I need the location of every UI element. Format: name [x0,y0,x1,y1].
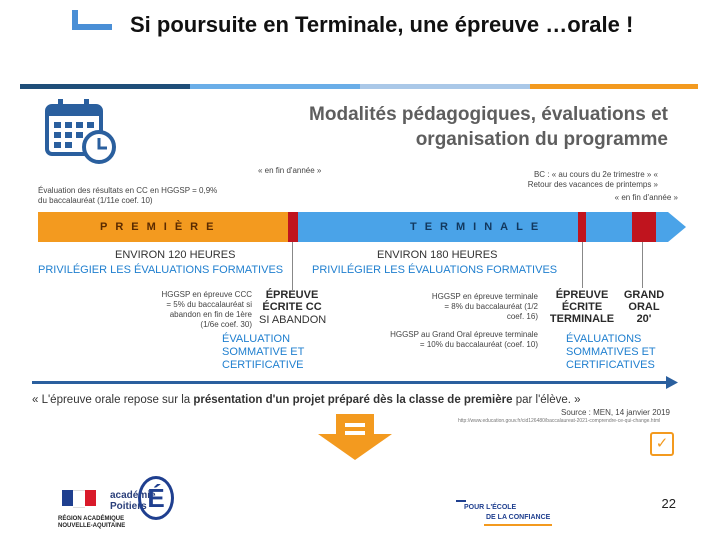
hours-premiere: ENVIRON 120 HEURES [115,249,236,261]
si-abandon: SI ABANDON [259,314,327,326]
note-left-1: « en fin d'année » [258,166,322,175]
eval-left: ÉVALUATION SOMMATIVE ET CERTIFICATIVE [222,333,305,371]
hggsp-ccc-note: HGGSP en épreuve CCC = 5% du baccalauréat si abandon en fin de 1ère (1/6e coef. 30) [161,290,252,329]
hggsp-term-note: HGGSP en épreuve terminale = 8% du baccalauréat (1/2 coef. 16) [431,292,538,321]
ecole-confiance-logo [456,500,554,528]
timeline-band [38,212,686,242]
header-accent-bar [72,24,112,30]
epreuve-terminale: ÉPREUVE ÉCRITE TERMINALE [549,289,615,325]
exam-marker-final [632,212,656,242]
page-title: Si poursuite en Terminale, une épreuve …orale ! [130,12,634,37]
exam-marker-premiere [288,212,298,242]
ecole-line1: POUR L'ÉCOLE [464,504,517,511]
color-separator [20,84,698,89]
quote: « L'épreuve orale repose sur la présentation d'un projet préparé dès la classe de première par l'élève. » [32,394,581,406]
connector-final [642,242,643,288]
region-text [58,516,125,530]
check-icon: ✓ [650,432,674,456]
hours-terminale: ENVIRON 180 HEURES [377,249,498,261]
note-left-2: Évaluation des résultats en CC en HGGSP = 0,9% du baccalauréat (1/11e coef. 10) [38,186,218,205]
note-right-2: « en fin d'année » [614,193,678,202]
lower-timeline [32,381,668,384]
republique-logo [62,490,96,506]
priv-terminale: PRIVILÉGIER LES ÉVALUATIONS FORMATIVES [312,264,558,276]
epreuve-cc: ÉPREUVE ÉCRITE CC [262,289,322,313]
source: Source : MEN, 14 janvier 2019 [561,408,670,417]
ecole-line2: DE LA CONFIANCE [486,514,551,521]
eval-right: ÉVALUATIONS SOMMATIVES ET CERTIFICATIVES [566,333,656,371]
grand-oral: GRAND ORAL 20' [623,289,665,325]
region-line2: NOUVELLE-AQUITAINE [58,523,126,529]
down-arrow-icon [318,414,392,460]
lower-arrow-icon [666,376,678,389]
academie-e-logo: É [138,476,174,520]
academie-line1: académie [110,490,156,501]
calendar-clock-icon [44,96,118,166]
priv-premiere: PRIVILÉGIER LES ÉVALUATIONS FORMATIVES [38,264,284,276]
page-number: 22 [661,496,676,511]
slide-title: Modalités pédagogiques, évaluations et organisation du programme [309,104,668,150]
premiere-label: PREMIÈRE [100,221,222,233]
terminale-label: TERMINALE [410,221,547,233]
exam-marker-bc [578,212,586,242]
academie-line2: Poitiers [110,501,147,512]
source-url: http://www.education.gouv.fr/cid126480/baccalaureat-2021-comprendre-ce-qui-change.html [458,418,661,424]
timeline-arrow-icon [668,212,686,242]
hggsp-oral-note: HGGSP au Grand Oral épreuve terminale = 10% du baccalauréat (coef. 10) [390,330,538,349]
connector-premiere [292,242,293,290]
connector-bc [582,242,583,288]
region-line1: RÉGION ACADÉMIQUE [58,516,125,522]
note-right-1: BC : « au cours du 2e trimestre » « Retour des vacances de printemps » [527,170,658,189]
